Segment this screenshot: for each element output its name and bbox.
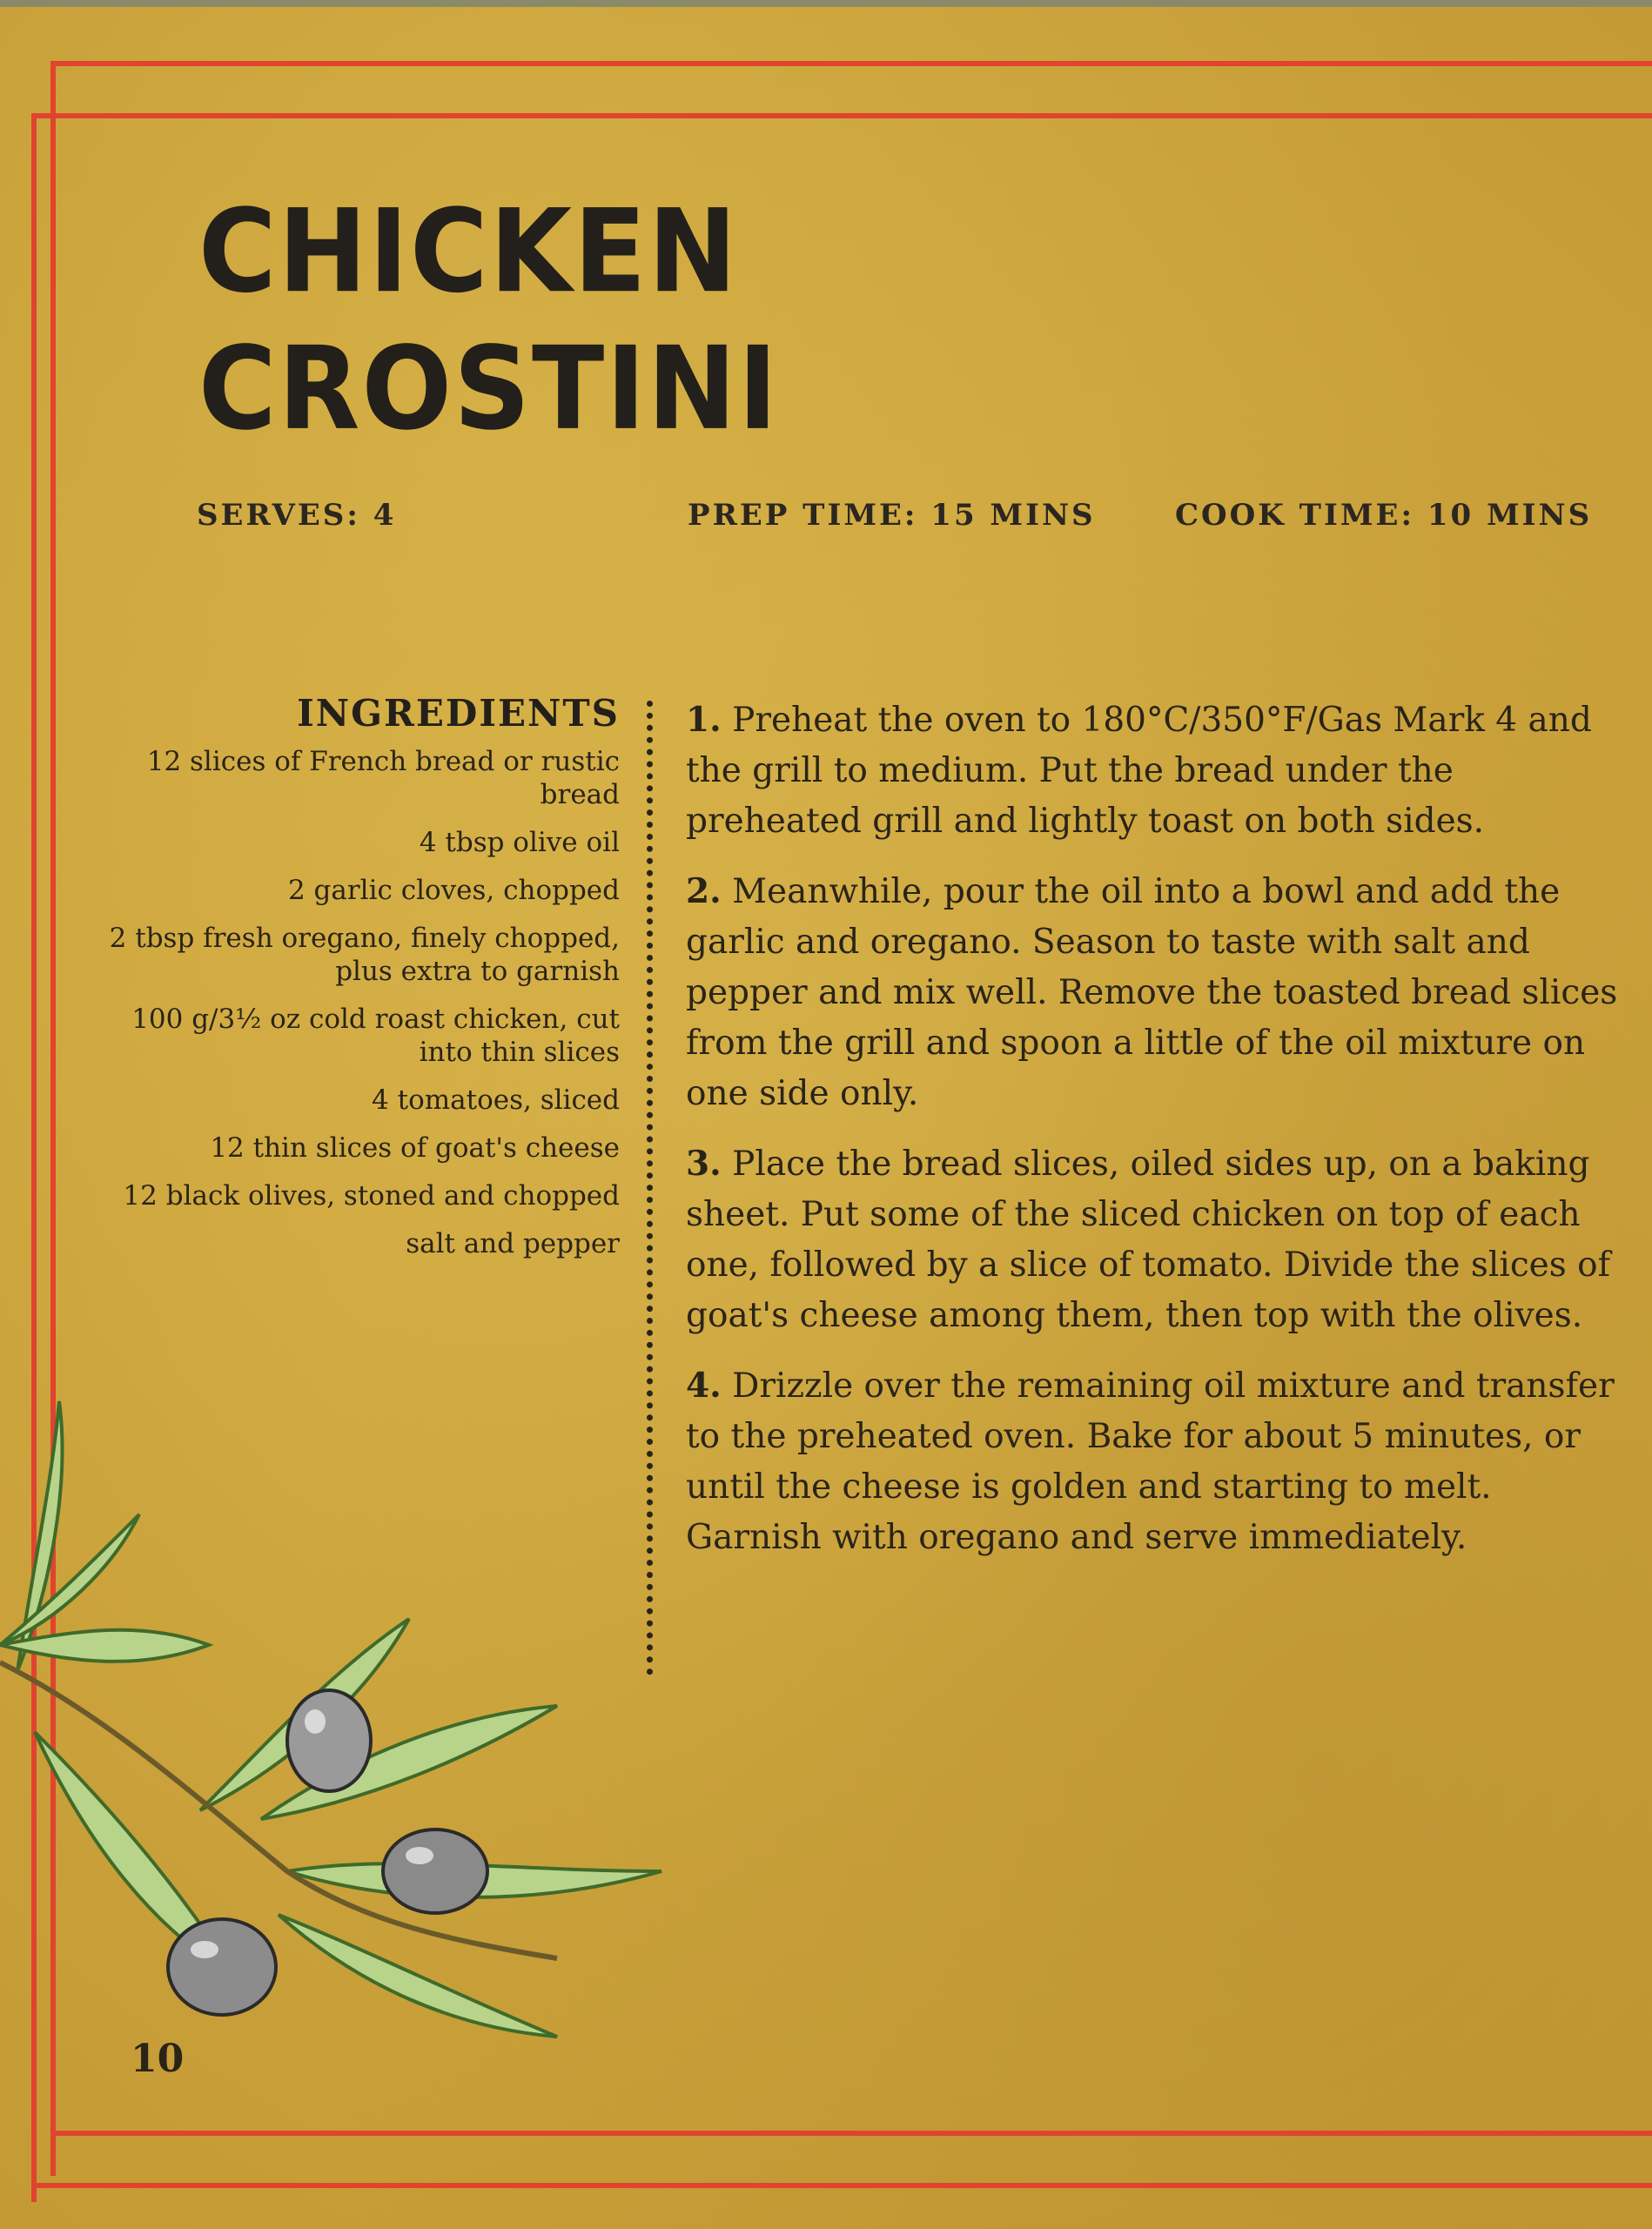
olive-leaf bbox=[279, 1915, 557, 2037]
method-step bbox=[686, 1138, 1626, 1341]
frame-top-inner bbox=[31, 113, 1652, 118]
step-text: Drizzle over the remaining oil mixture and transfer to the preheated oven. Bake for about 5 minutes, or until the cheese is golden and starting to melt. Garnish with oregano and serve immediately. bbox=[686, 1366, 1615, 1557]
title-line-1: CHICKEN bbox=[198, 185, 739, 319]
ingredient-item: 12 slices of French bread or rustic bread bbox=[146, 746, 620, 810]
ingredient-item: 2 garlic cloves, chopped bbox=[287, 875, 620, 906]
ingredient-item: 12 black olives, stoned and chopped bbox=[123, 1180, 620, 1212]
olive-leaf bbox=[0, 1514, 139, 1645]
ingredient-item: 4 tomatoes, sliced bbox=[372, 1084, 620, 1116]
frame-top-outer bbox=[50, 61, 1652, 66]
step-number: 2. bbox=[686, 871, 722, 911]
frame-bottom-inner bbox=[31, 2183, 1652, 2188]
ingredients-list bbox=[96, 745, 620, 1260]
olive-fruit bbox=[383, 1830, 487, 1913]
step-number: 1. bbox=[686, 700, 722, 740]
step-number: 4. bbox=[686, 1366, 722, 1406]
method-step bbox=[686, 1360, 1626, 1563]
ingredient-item: 2 tbsp fresh oregano, finely chopped, plus extra to garnish bbox=[109, 923, 620, 987]
olive-fruit bbox=[287, 1690, 371, 1791]
olive-highlight bbox=[305, 1709, 326, 1734]
ingredients-heading: INGREDIENTS bbox=[297, 692, 620, 735]
top-edge bbox=[0, 0, 1652, 7]
ingredients-section bbox=[96, 692, 620, 1275]
cook-time-label: COOK TIME: 10 MINS bbox=[1175, 498, 1593, 533]
method-step bbox=[686, 695, 1626, 847]
method-section bbox=[686, 695, 1626, 1582]
ingredient-item: 4 tbsp olive oil bbox=[419, 827, 620, 858]
method-step bbox=[686, 866, 1626, 1119]
prep-time-label: PREP TIME: 15 MINS bbox=[688, 498, 1096, 533]
olive-highlight bbox=[191, 1941, 218, 1958]
step-number: 3. bbox=[686, 1144, 722, 1184]
olive-branch-icon bbox=[0, 1384, 696, 2045]
frame-bottom-outer bbox=[50, 2131, 1652, 2136]
olive-fruit bbox=[168, 1919, 276, 2015]
ingredient-item: 12 thin slices of goat's cheese bbox=[210, 1132, 620, 1164]
step-text: Meanwhile, pour the oil into a bowl and add the garlic and oregano. Season to taste with salt and pepper and mix well. Remove the toasted bread slices from the grill and spoon a little of the oil mixture on one side only. bbox=[686, 872, 1618, 1113]
title-line-2: CROSTINI bbox=[198, 321, 780, 456]
step-text: Place the bread slices, oiled sides up, on a baking sheet. Put some of the sliced chicken on top of each one, followed by a slice of tomato. Divide the slices of goat's cheese among them, then top with the olives. bbox=[686, 1145, 1611, 1335]
ingredient-item: salt and pepper bbox=[406, 1228, 620, 1259]
step-text: Preheat the oven to 180°C/350°F/Gas Mark 4 and the grill to medium. Put the bread under the preheated grill and lightly toast on both sides. bbox=[686, 701, 1592, 841]
ingredient-item: 100 g/3½ oz cold roast chicken, cut into thin slices bbox=[131, 1004, 620, 1068]
page-number: 10 bbox=[131, 2037, 185, 2081]
olive-highlight bbox=[406, 1847, 433, 1864]
serves-label: SERVES: 4 bbox=[197, 498, 397, 533]
recipe-title bbox=[198, 183, 982, 457]
